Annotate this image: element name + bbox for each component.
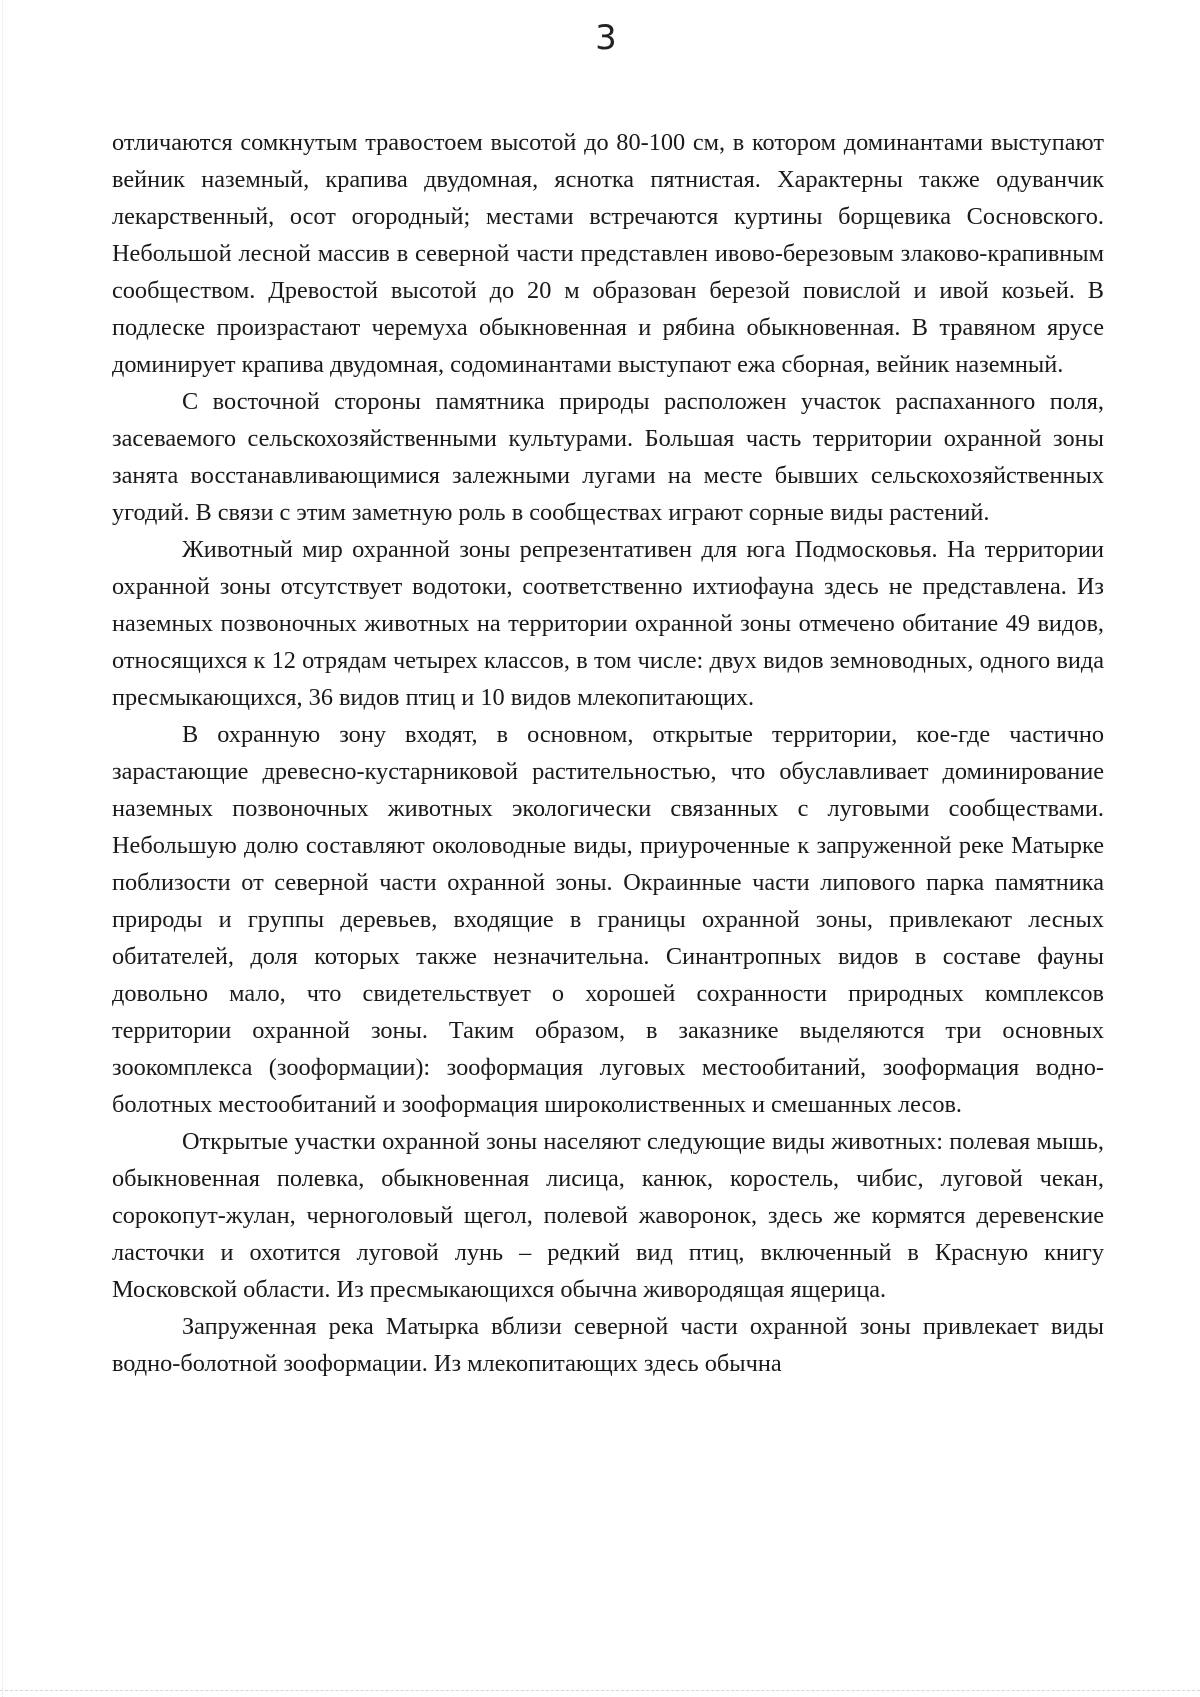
paragraph-fauna-overview: Животный мир охранной зоны репрезентативен для юга Подмосковья. На территории охранной зоны отсутствует водотоки, соответственно ихтиофауна здесь не представлена. Из наземных позвоночных животных на территории охранной зоны отмечено обитание 49 видов, относящихся к 12 отрядам четырех классов, в том числе: двух видов земноводных, одного вида пресмыкающихся, 36 видов птиц и 10 видов млекопитающих. — [112, 536, 1104, 711]
paragraph-vegetation-continued: отличаются сомкнутым травостоем высотой до 80-100 см, в котором доминантами выступают вейник наземный, крапива двудомная, яснотка пятнистая. Характерны также одуванчик лекарственный, осот огородный; местами встречаются куртины борщевика Сосновского. Небольшой лесной массив в северной части представлен ивово-березовым злаково-крапивным сообществом. Древостой высотой до 20 м образован березой повислой и ивой козьей. В подлеске произрастают черемуха обыкновенная и рябина обыкновенная. В травяном ярусе доминирует крапива двудомная, содоминантами выступают ежа сборная, вейник наземный. — [112, 129, 1104, 378]
paragraph-open-areas-species: Открытые участки охранной зоны населяют следующие виды животных: полевая мышь, обыкновенная полевка, обыкновенная лисица, канюк, коростель, чибис, луговой чекан, сорокопут-жулан, черноголовый щегол, полевой жаворонок, здесь же кормятся деревенские ласточки и охотится луговой лунь – редкий вид птиц, включенный в Красную книгу Московской области. Из пресмыкающихся обычна живородящая ящерица. — [112, 1128, 1104, 1303]
scan-edge-bottom — [0, 1690, 1200, 1691]
page-number: 3 — [595, 18, 617, 58]
paragraph-river-matyrka: Запруженная река Матырка вблизи северной части охранной зоны привлекает виды водно-болотной зооформации. Из млекопитающих здесь обычна — [112, 1313, 1104, 1377]
paragraph-eastern-side: С восточной стороны памятника природы расположен участок распаханного поля, засеваемого сельскохозяйственными культурами. Большая часть территории охранной зоны занята восстанавливающимися залежными лугами на месте бывших сельскохозяйственных угодий. В связи с этим заметную роль в сообществах играют сорные виды растений. — [112, 388, 1104, 526]
paragraph-zoocomplexes: В охранную зону входят, в основном, открытые территории, кое-где частично зарастающие древесно-кустарниковой растительностью, что обуславливает доминирование наземных позвоночных животных экологически связанных с луговыми сообществами. Небольшую долю составляют околоводные виды, приуроченные к запруженной реке Матырке поблизости от северной части охранной зоны. Окраинные части липового парка памятника природы и группы деревьев, входящие в границы охранной зоны, привлекают лесных обитателей, доля которых также незначительна. Синантропных видов в составе фауны довольно мало, что свидетельствует о хорошей сохранности природных комплексов территории охранной зоны. Таким образом, в заказнике выделяются три основных зоокомплекса (зооформации): зооформация луговых местообитаний, зооформация водно-болотных местообитаний и зооформация широколиственных и смешанных лесов. — [112, 721, 1104, 1118]
scan-edge-left — [2, 0, 3, 1697]
body-text — [112, 124, 1104, 1382]
